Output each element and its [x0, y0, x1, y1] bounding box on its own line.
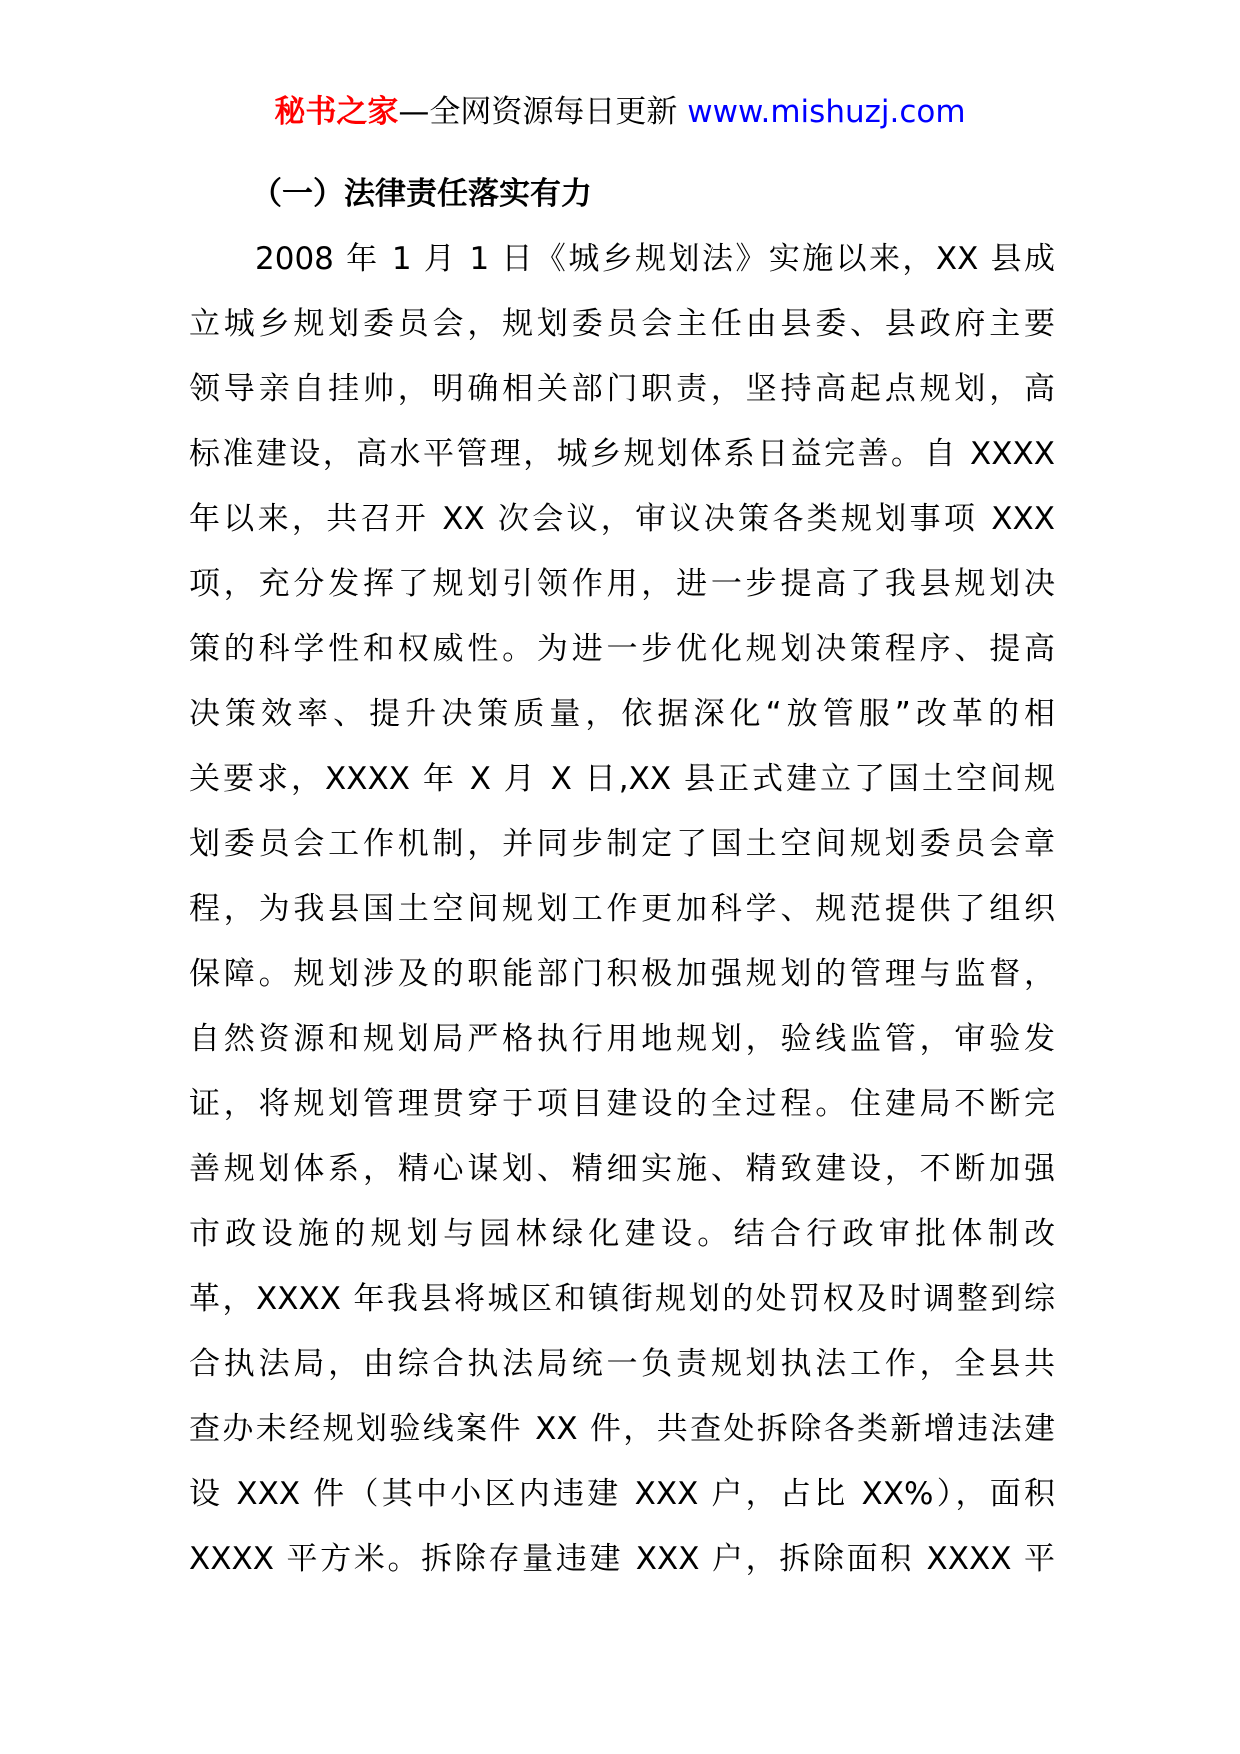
- site-url: www.mishuzj.com: [687, 94, 966, 130]
- paragraph-line: XXXX 平方米。拆除存量违建 XXX 户，拆除面积 XXXX 平: [189, 1541, 1055, 1577]
- paragraph-line: 合执法局，由综合执法局统一负责规划执法工作，全县共: [189, 1346, 1055, 1382]
- paragraph-line: 查办未经规划验线案件 XX 件，共查处拆除各类新增违法建: [189, 1411, 1055, 1447]
- paragraph-line: 策的科学性和权威性。为进一步优化规划决策程序、提高: [189, 631, 1055, 667]
- paragraph-line: 2008 年 1 月 1 日《城乡规划法》实施以来，XX 县成: [255, 241, 1055, 277]
- site-brand: 秘书之家: [274, 94, 399, 130]
- paragraph-line: 年以来，共召开 XX 次会议，审议决策各类规划事项 XXX: [189, 501, 1055, 537]
- body-paragraph: [189, 227, 1055, 1592]
- site-header: [0, 92, 1240, 132]
- paragraph-line: 自然资源和规划局严格执行用地规划，验线监管，审验发: [189, 1021, 1055, 1057]
- paragraph-line: 关要求，XXXX 年 X 月 X 日,XX 县正式建立了国土空间规: [189, 761, 1055, 797]
- document-content: [189, 162, 1055, 1592]
- paragraph-line: 证，将规划管理贯穿于项目建设的全过程。住建局不断完: [189, 1086, 1055, 1122]
- paragraph-line: 革，XXXX 年我县将城区和镇街规划的处罚权及时调整到综: [189, 1281, 1055, 1317]
- paragraph-line: 项，充分发挥了规划引领作用，进一步提高了我县规划决: [189, 566, 1055, 602]
- section-heading: （一）法律责任落实有力: [251, 176, 592, 212]
- paragraph-line: 善规划体系，精心谋划、精细实施、精致建设，不断加强: [189, 1151, 1055, 1187]
- site-tagline: —全网资源每日更新: [398, 94, 678, 130]
- paragraph-line: 程，为我县国土空间规划工作更加科学、规范提供了组织: [189, 891, 1055, 927]
- paragraph-line: 标准建设，高水平管理，城乡规划体系日益完善。自 XXXX: [189, 436, 1055, 472]
- paragraph-line: 市政设施的规划与园林绿化建设。结合行政审批体制改: [189, 1216, 1055, 1252]
- paragraph-line: 领导亲自挂帅，明确相关部门职责，坚持高起点规划，高: [189, 371, 1055, 407]
- paragraph-line: 划委员会工作机制，并同步制定了国土空间规划委员会章: [189, 826, 1055, 862]
- paragraph-line: 保障。规划涉及的职能部门积极加强规划的管理与监督，: [189, 956, 1055, 992]
- paragraph-line: 立城乡规划委员会，规划委员会主任由县委、县政府主要: [189, 306, 1055, 342]
- paragraph-line: 决策效率、提升决策质量，依据深化“放管服”改革的相: [189, 696, 1055, 732]
- paragraph-line: 设 XXX 件（其中小区内违建 XXX 户，占比 XX%），面积: [189, 1476, 1055, 1512]
